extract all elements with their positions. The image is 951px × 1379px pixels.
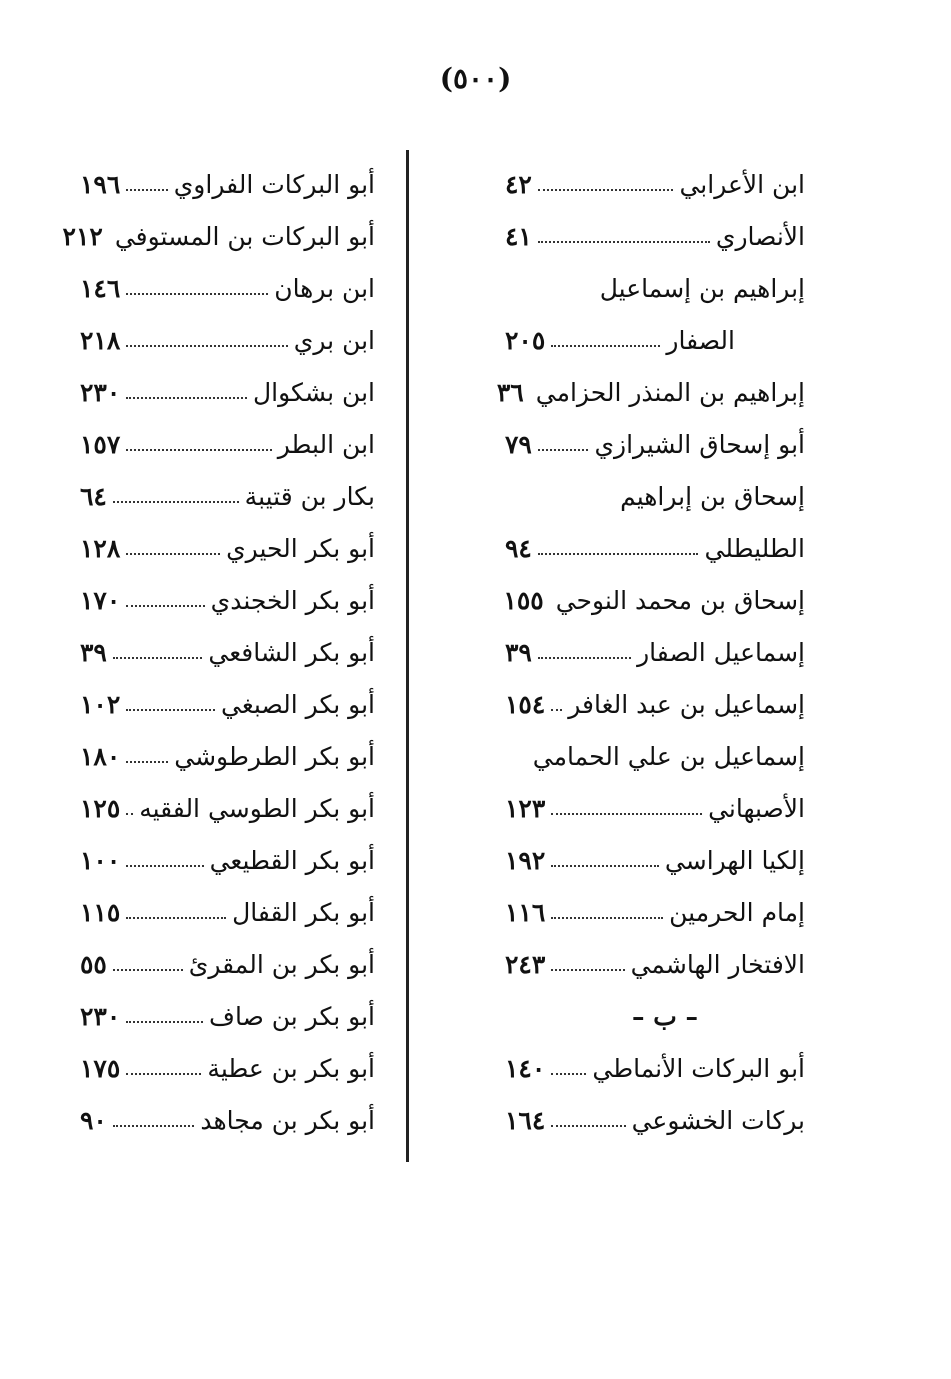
entry-name: الصفار <box>666 325 735 355</box>
index-entry <box>505 834 805 886</box>
leader-dots <box>551 1125 625 1127</box>
column-divider <box>406 150 409 1162</box>
entry-name: إسحاق بن إبراهيم <box>620 481 805 511</box>
index-entry <box>505 418 805 470</box>
index-entry <box>80 418 375 470</box>
entry-page: ٢٤٣ <box>505 949 546 979</box>
entry-name: الأصبهاني <box>708 793 805 823</box>
entry-page: ١٥٧ <box>80 429 121 459</box>
leader-dots <box>126 449 271 451</box>
leader-dots <box>126 345 288 347</box>
entry-page: ٢٣٠ <box>80 1001 121 1031</box>
leader-dots <box>538 657 631 659</box>
index-entry <box>80 366 375 418</box>
entry-page: ١٤٠ <box>505 1053 546 1083</box>
index-entry <box>505 938 805 990</box>
entry-name: ابن بشكوال <box>253 377 375 407</box>
index-entry <box>505 314 805 366</box>
index-entry <box>80 1042 375 1094</box>
leader-dots <box>126 865 203 867</box>
entry-page: ٩٠ <box>80 1105 107 1135</box>
entry-name: أبو بكر الحيري <box>226 533 375 563</box>
index-entry <box>505 210 805 262</box>
leader-dots <box>126 813 133 815</box>
entry-name: بركات الخشوعي <box>631 1105 805 1135</box>
entry-page: ٣٩ <box>505 637 532 667</box>
index-entry <box>80 314 375 366</box>
index-entry <box>80 678 375 730</box>
leader-dots <box>551 865 659 867</box>
leader-dots <box>126 709 215 711</box>
entry-name: أبو بكر بن المقرئ <box>188 949 375 979</box>
entry-name: أبو بكر القطيعي <box>209 845 375 875</box>
leader-dots <box>126 189 167 191</box>
entry-name: إلكيا الهراسي <box>664 845 805 875</box>
entry-page: ٩٤ <box>505 533 532 563</box>
entry-name: إسماعيل بن علي الحمامي <box>532 741 805 771</box>
entry-page: ١٥٥ <box>503 585 544 615</box>
index-entry <box>80 782 375 834</box>
entry-page: ٣٦ <box>496 377 524 407</box>
entry-page: ١١٦ <box>505 897 546 927</box>
entry-name: الافتخار الهاشمي <box>630 949 805 979</box>
entry-name: أبو البركات الفراوي <box>173 169 375 199</box>
entry-page: ١٩٦ <box>80 169 121 199</box>
entry-name: أبو بكر بن مجاهد <box>200 1105 375 1135</box>
leader-dots <box>126 1073 201 1075</box>
index-entry <box>62 210 375 262</box>
index-entry <box>80 262 375 314</box>
leader-dots <box>551 1073 586 1075</box>
index-entry <box>505 782 805 834</box>
entry-name: أبو بكر الخجندي <box>210 585 375 615</box>
entry-page: ١٥٤ <box>505 689 546 719</box>
index-entry <box>505 158 805 210</box>
entry-name: أبو بكر القفال <box>232 897 375 927</box>
leader-dots <box>126 605 204 607</box>
entry-name: الأنصاري <box>715 221 805 251</box>
entry-name: الطليطلي <box>704 533 805 563</box>
entry-page: ١٩٢ <box>505 845 546 875</box>
index-entry <box>496 366 805 418</box>
entry-page: ٢١٨ <box>80 325 121 355</box>
index-entry <box>505 886 805 938</box>
entry-page: ١٠٢ <box>80 689 121 719</box>
index-entry <box>80 990 375 1042</box>
index-entry <box>505 626 805 678</box>
index-entry <box>80 938 375 990</box>
index-entry <box>80 834 375 886</box>
leader-dots <box>113 969 183 971</box>
index-entry-heading <box>505 262 805 314</box>
entry-name: ابن بري <box>293 325 375 355</box>
entry-name: ابن برهان <box>274 273 375 303</box>
index-entry <box>505 1042 805 1094</box>
entry-name: إبراهيم بن المنذر الحزامي <box>535 377 805 407</box>
entry-page: ٢٠٥ <box>505 325 546 355</box>
leader-dots <box>113 501 239 503</box>
entry-page: ٧٩ <box>505 429 532 459</box>
index-entry-heading <box>505 470 805 522</box>
index-column-left <box>62 158 375 1146</box>
leader-dots <box>113 1125 194 1127</box>
index-entry <box>80 522 375 574</box>
leader-dots <box>538 241 710 243</box>
index-entry <box>80 1094 375 1146</box>
leader-dots <box>551 917 663 919</box>
leader-dots <box>126 761 168 763</box>
entry-name: ابن البطر <box>277 429 375 459</box>
entry-name: إمام الحرمين <box>669 897 805 927</box>
entry-name: أبو البركات بن المستوفي <box>114 221 375 251</box>
leader-dots <box>126 397 247 399</box>
index-entry <box>505 522 805 574</box>
index-entry <box>80 158 375 210</box>
section-letter-heading: – ب – <box>632 1001 698 1031</box>
entry-page: ١٠٠ <box>80 845 121 875</box>
entry-page: ٢٣٠ <box>80 377 121 407</box>
index-entry <box>80 730 375 782</box>
entry-page: ١٢٨ <box>80 533 121 563</box>
leader-dots <box>126 553 220 555</box>
entry-name: إسحاق بن محمد النوحي <box>555 585 805 615</box>
leader-dots <box>551 813 702 815</box>
leader-dots <box>126 917 226 919</box>
entry-name: أبو بكر الطرطوشي <box>174 741 375 771</box>
entry-name: ابن الأعرابي <box>679 169 805 199</box>
index-entry <box>80 626 375 678</box>
entry-page: ٤١ <box>505 221 532 251</box>
index-entry <box>80 470 375 522</box>
entry-page: ٣٩ <box>80 637 107 667</box>
index-entry <box>80 574 375 626</box>
entry-page: ١٦٤ <box>505 1105 546 1135</box>
entry-page: ٦٤ <box>80 481 107 511</box>
entry-name: أبو إسحاق الشيرازي <box>594 429 805 459</box>
entry-name: إبراهيم بن إسماعيل <box>599 273 805 303</box>
leader-dots <box>538 189 674 191</box>
leader-dots <box>126 1021 203 1023</box>
index-column-right <box>496 158 805 1146</box>
leader-dots <box>126 293 268 295</box>
leader-dots <box>551 345 660 347</box>
entry-page: ١٧٥ <box>80 1053 121 1083</box>
entry-name: أبو بكر الصبغي <box>221 689 375 719</box>
entry-page: ١٢٣ <box>505 793 546 823</box>
index-entry-heading <box>505 730 805 782</box>
entry-page: ١٧٠ <box>80 585 121 615</box>
entry-name: إسماعيل بن عبد الغافر <box>568 689 805 719</box>
entry-name: بكار بن قتيبة <box>244 481 375 511</box>
entry-name: أبو بكر الطوسي الفقيه <box>139 793 375 823</box>
entry-page: ١١٥ <box>80 897 121 927</box>
entry-page: ١٨٠ <box>80 741 121 771</box>
entry-page: ٥٥ <box>80 949 107 979</box>
index-entry <box>80 886 375 938</box>
leader-dots <box>113 657 203 659</box>
leader-dots <box>551 969 624 971</box>
entry-name: أبو بكر بن صاف <box>209 1001 375 1031</box>
entry-page: ٢١٢ <box>62 221 103 251</box>
entry-name: أبو البركات الأنماطي <box>592 1053 805 1083</box>
entry-page: ١٢٥ <box>80 793 121 823</box>
index-entry <box>505 1094 805 1146</box>
entry-name: أبو بكر بن عطية <box>207 1053 375 1083</box>
entry-page: ٤٢ <box>505 169 532 199</box>
entry-page: ١٤٦ <box>80 273 121 303</box>
leader-dots <box>538 553 699 555</box>
leader-dots <box>538 449 589 451</box>
page-number: (٥٠٠) <box>439 62 512 95</box>
entry-name: أبو بكر الشافعي <box>208 637 375 667</box>
leader-dots <box>551 709 562 711</box>
index-entry <box>505 574 805 626</box>
index-entry <box>505 678 805 730</box>
entry-name: إسماعيل الصفار <box>637 637 805 667</box>
